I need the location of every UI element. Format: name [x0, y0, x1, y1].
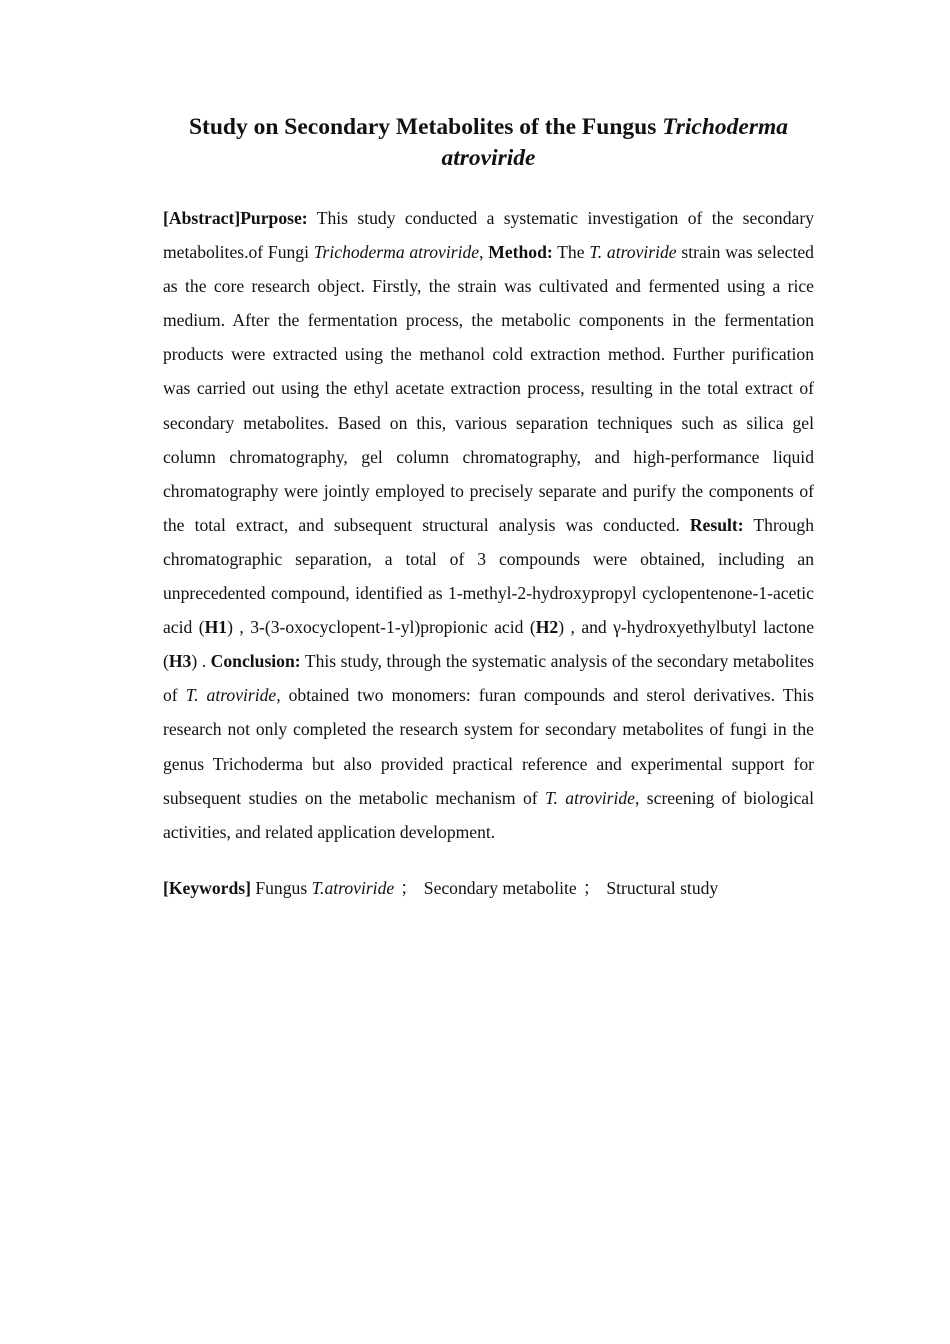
compound-h3: H3 [168, 651, 192, 672]
keywords-line [163, 871, 814, 905]
purpose-text-end: , [479, 242, 489, 263]
method-label: Method: [488, 242, 553, 263]
result-text-2: ) , 3-(3-oxocyclopent-1-yl)propionic acid ( [227, 617, 536, 638]
method-text: The [552, 242, 590, 263]
result-text: Through chromatographic separation, a total of 3 compounds were obtained, including an unprecedented compound, identified as 1-methyl-2-hydroxypropyl cyclopentenone-1-acetic acid ( [163, 514, 814, 638]
keyword-1-prefix: Fungus [250, 877, 312, 898]
method-species: T. atroviride [589, 242, 677, 263]
compound-h1: H1 [204, 617, 228, 638]
method-text-body: strain was selected as the core research object. Firstly, the strain was cultivated and fermented using a rice medium. After the fermentation process, the metabolic components in the fermentation products were extracted using the methanol cold extraction method. Further purification was carried out using the ethyl acetate extraction process, resulting in the total extract of secondary metabolites. Based on this, various separation techniques such as silica gel column chromatography, gel column chromatography, and high-performance liquid chromatography were jointly employed to precisely separate and purify the components of the total extract, and subsequent structural analysis was conducted. [163, 242, 814, 535]
abstract-label: [Abstract] [163, 208, 241, 228]
result-text-4: ) . [191, 651, 211, 672]
keyword-3: Structural study [606, 877, 719, 898]
conclusion-species-2: T. atroviride [545, 787, 635, 808]
conclusion-text-3: , screening of biological activities, and related application development. [163, 787, 814, 842]
purpose-text: This study conducted a systematic investigation of the secondary metabolites.of Fungi [163, 208, 814, 263]
conclusion-label: Conclusion: [210, 651, 301, 672]
keyword-1-species: T.atroviride [311, 877, 395, 898]
result-text-3: ) , and γ-hydroxyethylbutyl lactone ( [163, 617, 815, 672]
keyword-2: Secondary metabolite [423, 877, 577, 898]
conclusion-species: T. atroviride, [185, 685, 281, 706]
keyword-separator: ； [400, 877, 418, 898]
conclusion-text: This study, through the systematic analysis of the secondary metabolites of [163, 651, 815, 706]
purpose-label: Purpose: [240, 208, 308, 228]
keywords-label: [Keywords] [163, 877, 251, 898]
title-main-text: Study on Secondary Metabolites of the Fungus [188, 114, 657, 140]
compound-h2: H2 [535, 617, 559, 638]
keyword-separator: ； [582, 877, 601, 898]
result-label: Result: [689, 514, 744, 535]
title-species-name: Trichoderma atroviride [441, 114, 789, 171]
paper-title [163, 112, 814, 174]
document-page [163, 112, 814, 905]
conclusion-text-2: obtained two monomers: furan compounds and sterol derivatives. This research not only completed the research system for secondary metabolites of fungi in the genus Trichoderma but also provided practical reference and experimental support for subsequent studies on the metabolic mechanism of [163, 685, 814, 808]
purpose-species: Trichoderma atroviride [313, 242, 480, 263]
abstract-paragraph [163, 201, 814, 849]
